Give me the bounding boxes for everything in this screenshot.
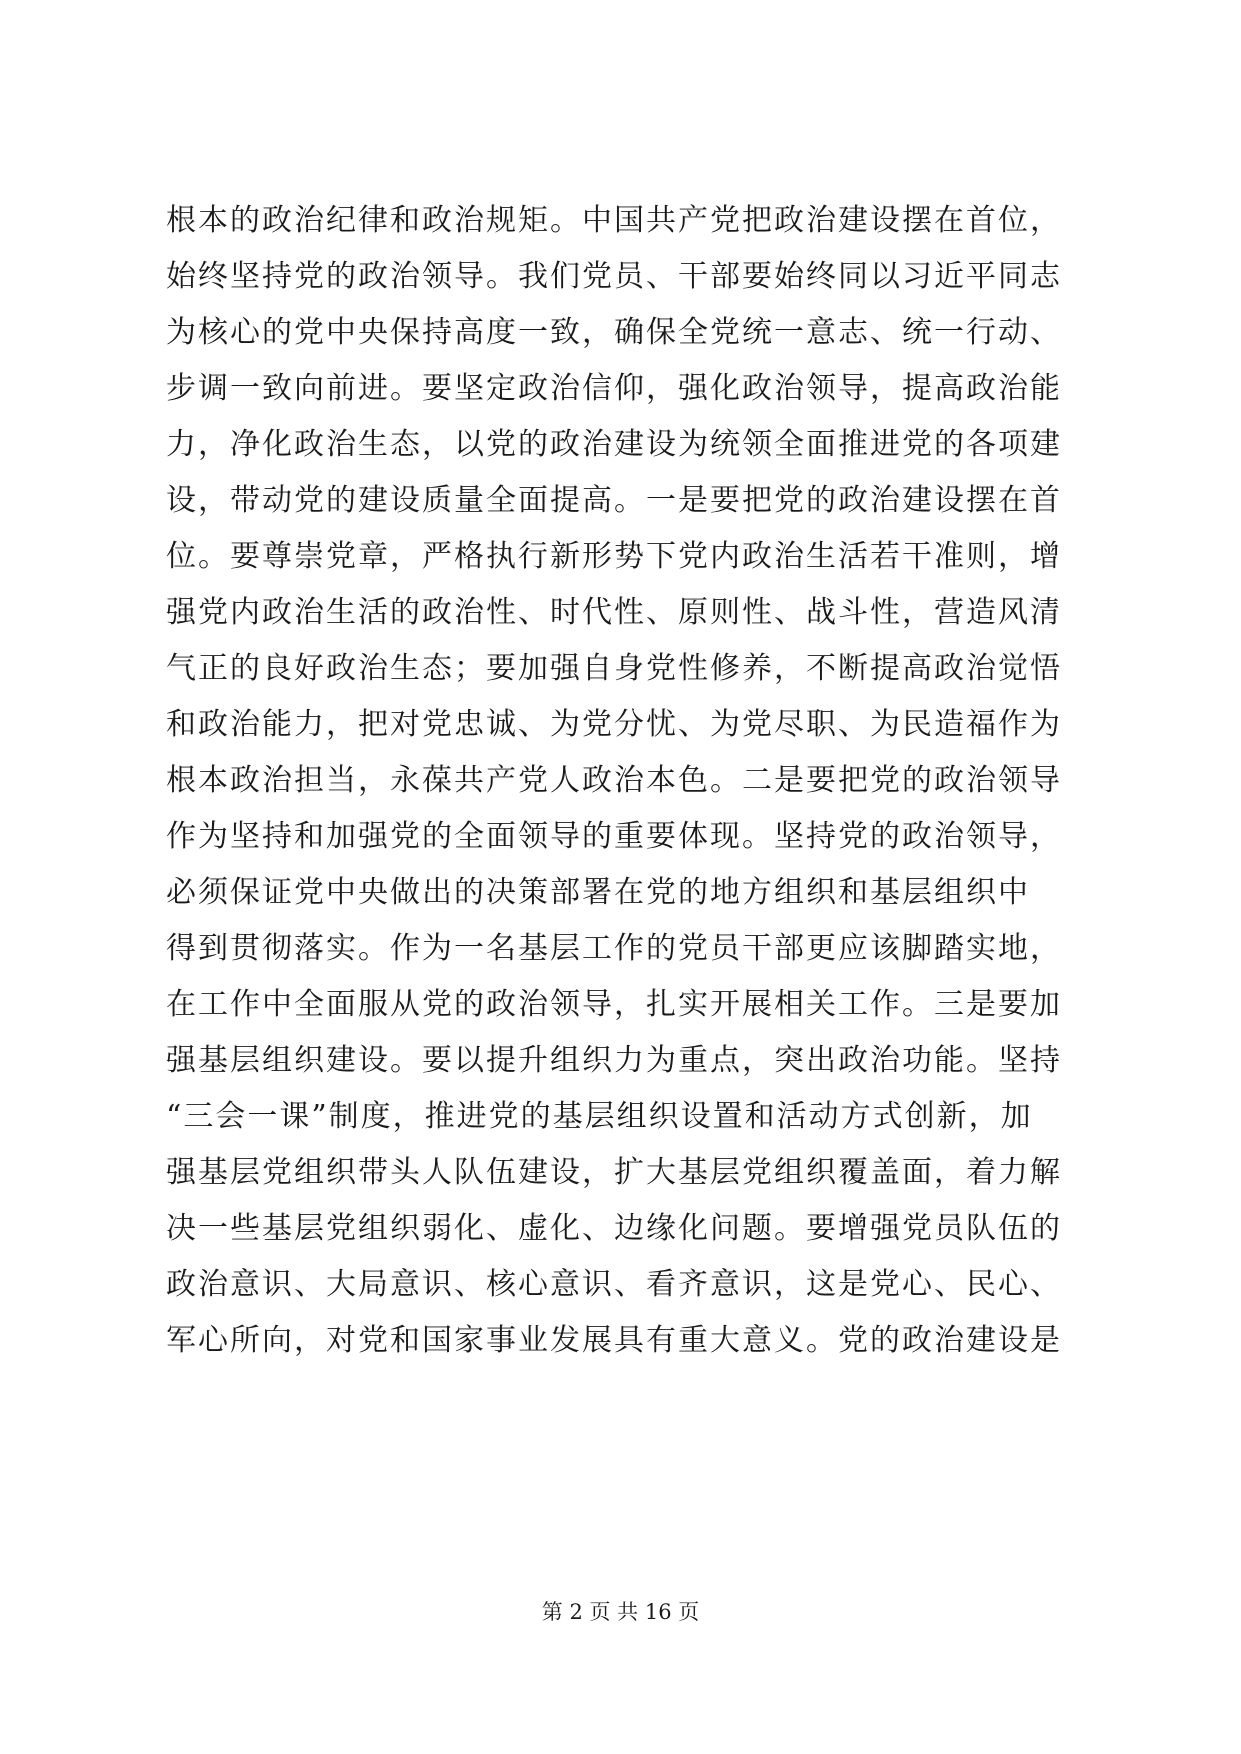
text-line: 和政治能力，把对党忠诚、为党分忧、为党尽职、为民造福作为 <box>166 707 1062 742</box>
text-line: 必须保证党中央做出的决策部署在党的地方组织和基层组织中 <box>166 875 1030 910</box>
text-line: 始终坚持党的政治领导。我们党员、干部要始终同以习近平同志 <box>166 259 1062 294</box>
page-number-footer: 第 2 页 共 16 页 <box>541 1600 700 1624</box>
text-line: “三会一课”制度，推进党的基层组织设置和活动方式创新，加 <box>166 1099 1033 1134</box>
text-line: 设，带动党的建设质量全面提高。一是要把党的政治建设摆在首 <box>166 483 1062 518</box>
text-line: 气正的良好政治生态；要加强自身党性修养，不断提高政治觉悟 <box>166 651 1062 686</box>
text-line: 强党内政治生活的政治性、时代性、原则性、战斗性，营造风清 <box>166 595 1062 630</box>
text-line: 为核心的党中央保持高度一致，确保全党统一意志、统一行动、 <box>166 315 1062 350</box>
text-line: 作为坚持和加强党的全面领导的重要体现。坚持党的政治领导， <box>166 819 1062 854</box>
text-line: 根本政治担当，永葆共产党人政治本色。二是要把党的政治领导 <box>166 763 1062 798</box>
text-line: 在工作中全面服从党的政治领导，扎实开展相关工作。三是要加 <box>166 987 1062 1022</box>
text-line: 政治意识、大局意识、核心意识、看齐意识，这是党心、民心、 <box>166 1267 1062 1302</box>
text-line: 根本的政治纪律和政治规矩。中国共产党把政治建设摆在首位， <box>166 203 1062 238</box>
text-line: 位。要尊崇党章，严格执行新形势下党内政治生活若干准则，增 <box>166 539 1062 574</box>
text-line: 力，净化政治生态，以党的政治建设为统领全面推进党的各项建 <box>166 427 1062 462</box>
text-line: 步调一致向前进。要坚定政治信仰，强化政治领导，提高政治能 <box>166 371 1062 406</box>
text-line: 军心所向，对党和国家事业发展具有重大意义。党的政治建设是 <box>166 1323 1062 1358</box>
text-line: 决一些基层党组织弱化、虚化、边缘化问题。要增强党员队伍的 <box>166 1211 1062 1246</box>
text-line: 得到贯彻落实。作为一名基层工作的党员干部更应该脚踏实地， <box>166 931 1062 966</box>
text-line: 强基层组织建设。要以提升组织力为重点，突出政治功能。坚持 <box>166 1043 1062 1078</box>
text-line: 强基层党组织带头人队伍建设，扩大基层党组织覆盖面，着力解 <box>166 1155 1062 1190</box>
body-text <box>166 193 1078 1369</box>
